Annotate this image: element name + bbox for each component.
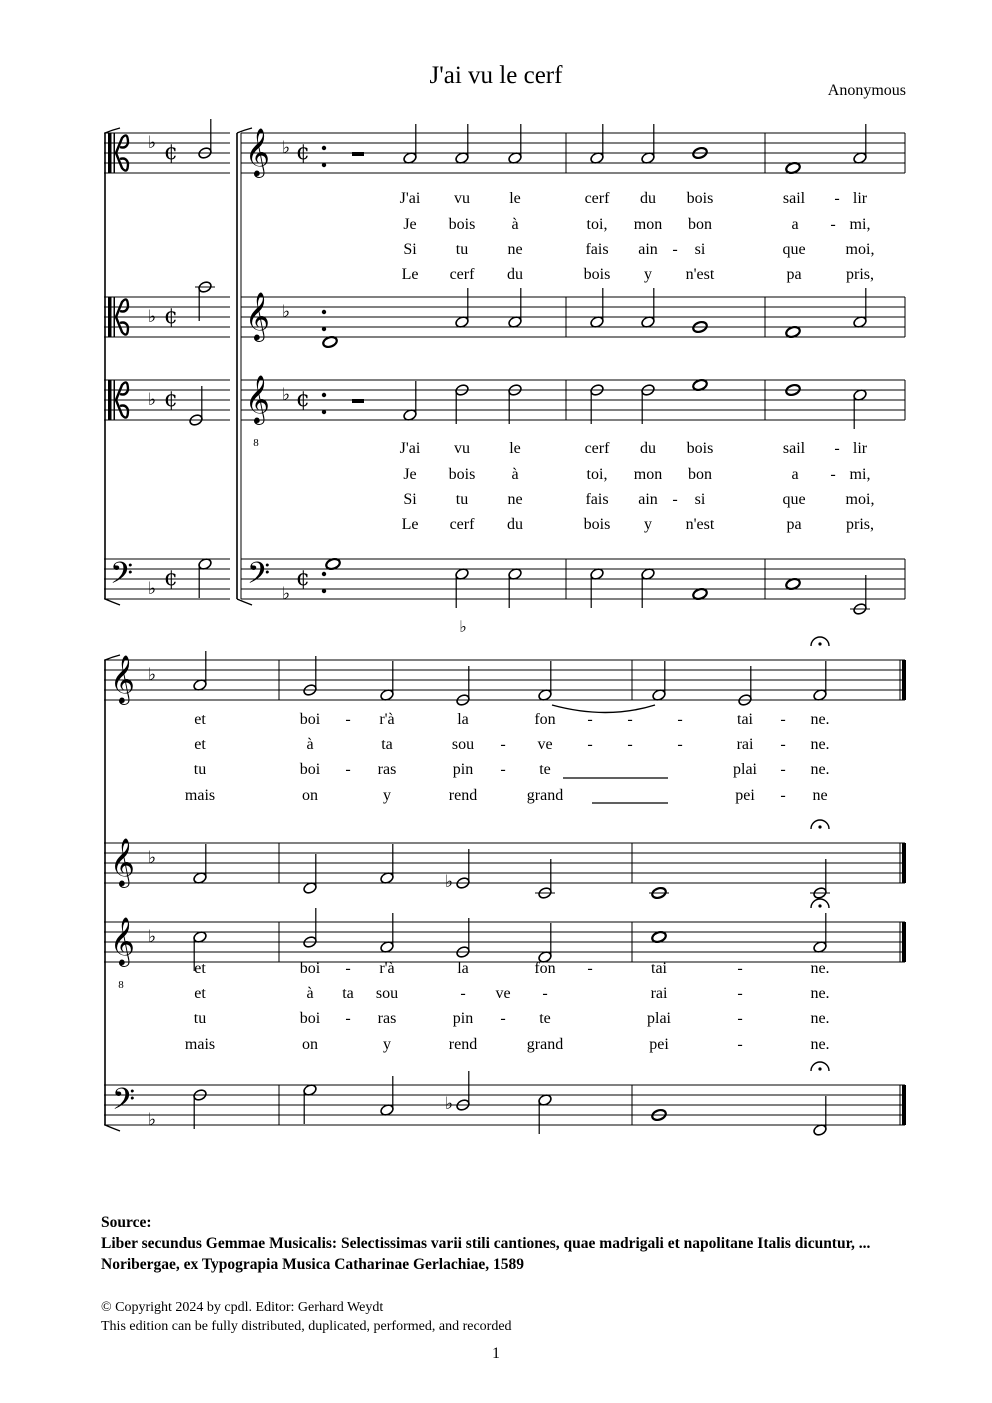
lyric-syllable: y	[644, 516, 652, 533]
bracket-hook	[237, 599, 252, 605]
fermata-dot	[818, 825, 821, 828]
note	[507, 288, 522, 329]
bracket-hook	[105, 599, 120, 605]
lyric-syllable: -	[737, 960, 743, 977]
treble-clef-icon: 𝄞	[245, 374, 270, 423]
lyric-syllable: boi	[299, 711, 321, 728]
half-rest	[352, 152, 364, 156]
lyric-syllable: lir	[852, 190, 868, 207]
lyric-syllable: à	[306, 985, 314, 1002]
note	[379, 1076, 394, 1117]
lyric-syllable: -	[677, 736, 683, 753]
lyric-syllable: fais	[585, 241, 609, 258]
lyric-syllable: on	[302, 787, 318, 804]
key-signature-flat: ♭	[148, 848, 157, 868]
lyric-syllable: cerf	[584, 190, 610, 207]
lyric-syllable: bon	[688, 466, 712, 483]
lyric-syllable: y	[644, 266, 652, 283]
lyric-syllable: -	[672, 241, 678, 258]
lyric-syllable: boi	[299, 1010, 321, 1027]
lyric-syllable: ta	[342, 985, 354, 1002]
lyric-syllable: -	[627, 711, 633, 728]
lyric-syllable: -	[500, 761, 506, 778]
lyric-syllable: J'ai	[399, 190, 421, 207]
lyric-syllable: à	[306, 736, 314, 753]
lyric-syllable: ras	[377, 761, 397, 778]
lyric-syllable: sail	[782, 440, 806, 457]
lyric-syllable: Je	[403, 466, 417, 483]
key-signature-flat: ♭	[148, 390, 157, 410]
note	[402, 381, 417, 422]
lyric-syllable: rend	[448, 787, 478, 804]
source-text: Liber secundus Gemmae Musicalis: Selectissimas varii stili cantiones, quae madrigali et napolitane Italis dicuntur, ... Noribergae, ex Typograpia Musica Catharinae Gerlachiae, 1589	[101, 1235, 871, 1273]
lyric-syllable: et	[194, 960, 206, 977]
note	[737, 666, 752, 707]
lyric-syllable: toi,	[586, 216, 608, 233]
lyric-syllable: -	[737, 985, 743, 1002]
lyric-syllable: fais	[585, 491, 609, 508]
lyric-syllable: plai	[733, 761, 757, 778]
note	[455, 918, 470, 959]
note	[537, 1093, 552, 1134]
lyric-syllable: tai	[737, 711, 753, 728]
lyric-syllable: ne.	[810, 761, 830, 778]
treble-clef-icon: 𝄞	[110, 654, 135, 703]
lyric-syllable: Si	[403, 241, 417, 258]
lyric-syllable: à	[511, 216, 519, 233]
note-dot	[322, 310, 326, 314]
note	[302, 656, 317, 697]
lyric-syllable: du	[507, 266, 523, 283]
lyric-syllable: y	[383, 787, 391, 804]
lyric-syllable: ne.	[810, 1010, 830, 1027]
note-dot	[322, 410, 326, 414]
treble-clef-icon: 𝄞	[110, 916, 135, 965]
lyric-syllable: cerf	[449, 516, 475, 533]
lyric-syllable: Le	[401, 266, 419, 283]
lyric-syllable: -	[587, 711, 593, 728]
lyric-syllable: bois	[686, 190, 714, 207]
lyric-syllable: tu	[193, 1010, 207, 1027]
key-signature-flat: ♭	[282, 138, 291, 158]
c-clef-icon	[114, 133, 116, 173]
lyric-syllable: grand	[526, 1036, 564, 1053]
cut-time-icon: ¢	[164, 566, 178, 591]
lyric-syllable: te	[539, 761, 551, 778]
lyric-syllable: n'est	[685, 516, 715, 533]
lyric-syllable: ras	[377, 1010, 397, 1027]
lyric-syllable: ne.	[810, 711, 830, 728]
lyric-syllable: ne.	[810, 1036, 830, 1053]
lyric-syllable: fon	[534, 711, 556, 728]
key-signature-flat: ♭	[282, 385, 291, 405]
lyric-syllable: vu	[454, 190, 470, 207]
lyric-syllable: et	[194, 736, 206, 753]
octave-mark: 8	[118, 979, 124, 991]
c-clef-icon	[108, 297, 112, 337]
bass-clef-icon: 𝄢	[112, 1083, 136, 1124]
treble-clef-icon: 𝄞	[110, 837, 135, 886]
c-clef-icon	[114, 297, 116, 337]
lyric-syllable: -	[587, 960, 593, 977]
lyric-syllable: si	[694, 241, 706, 258]
note	[811, 899, 829, 954]
lyric-syllable: Si	[403, 491, 417, 508]
c-clef-icon	[108, 133, 112, 173]
lyric-syllable: -	[345, 711, 351, 728]
lyric-syllable: tai	[651, 960, 667, 977]
lyric-syllable: bois	[686, 440, 714, 457]
note	[850, 575, 870, 616]
page-title: J'ai vu le cerf	[429, 62, 563, 89]
note	[454, 124, 469, 165]
copyright-block	[101, 1298, 512, 1336]
lyric-syllable: te	[539, 1010, 551, 1027]
note	[445, 1071, 471, 1114]
bracket-hook	[105, 1125, 120, 1131]
lyric-syllable: ne.	[810, 985, 830, 1002]
lyric-syllable: -	[500, 736, 506, 753]
lyric-syllable: -	[345, 761, 351, 778]
note-dot	[322, 146, 326, 150]
cut-time-icon: ¢	[164, 304, 178, 329]
lyric-syllable: Le	[401, 516, 419, 533]
license-line: This edition can be fully distributed, duplicated, performed, and recorded	[101, 1319, 512, 1334]
lyric-syllable: -	[780, 761, 786, 778]
note	[379, 661, 394, 702]
note	[455, 617, 470, 707]
note	[537, 923, 552, 964]
lyric-syllable: le	[509, 190, 521, 207]
note	[649, 886, 669, 899]
lyric-syllable: tu	[455, 241, 469, 258]
lyric-syllable: -	[677, 711, 683, 728]
final-barline	[902, 1085, 906, 1125]
final-barline	[902, 922, 906, 962]
half-rest	[352, 399, 364, 403]
tie	[552, 705, 655, 713]
lyric-syllable: pei	[735, 787, 755, 804]
lyric-syllable: sou	[451, 736, 475, 753]
lyric-syllable: pin	[452, 761, 474, 778]
lyric-syllable: la	[457, 711, 469, 728]
lyric-syllable: y	[383, 1036, 391, 1053]
cut-time-icon: ¢	[296, 140, 310, 165]
lyric-syllable: ne	[507, 241, 523, 258]
note-dot	[322, 572, 326, 576]
cut-time-icon: ¢	[296, 566, 310, 591]
note	[402, 124, 417, 165]
lyric-syllable: du	[507, 516, 523, 533]
note	[811, 1062, 829, 1137]
lyric-syllable: n'est	[685, 266, 715, 283]
lyric-syllable: bon	[688, 216, 712, 233]
lyric-syllable: pris,	[846, 516, 874, 533]
musica-ficta-flat: ♭	[459, 617, 467, 636]
lyric-syllable: -	[345, 960, 351, 977]
lyric-syllable: mais	[184, 787, 216, 804]
lyric-syllable: ne.	[810, 736, 830, 753]
lyric-syllable: -	[834, 440, 840, 457]
note	[188, 386, 203, 427]
note	[454, 288, 469, 329]
lyric-syllable: sou	[375, 985, 399, 1002]
note-dot	[322, 163, 326, 167]
lyric-syllable: la	[457, 960, 469, 977]
lyric-syllable: toi,	[586, 466, 608, 483]
lyric-syllable: ain	[638, 491, 658, 508]
lyric-syllable: -	[780, 736, 786, 753]
lyric-syllable: vu	[454, 440, 470, 457]
lyric-syllable: mon	[633, 466, 663, 483]
lyric-syllable: mi,	[849, 216, 871, 233]
key-signature-flat: ♭	[148, 133, 157, 153]
key-signature-flat: ♭	[148, 579, 157, 599]
treble-clef-icon: 𝄞	[245, 127, 270, 176]
lyric-syllable: J'ai	[399, 440, 421, 457]
lyric-syllable: Je	[403, 216, 417, 233]
lyric-syllable: ne	[812, 787, 828, 804]
lyric-syllable: pa	[786, 516, 802, 533]
note	[507, 383, 522, 424]
final-barline	[902, 843, 906, 883]
note	[454, 383, 469, 424]
lyric-syllable: bois	[583, 266, 611, 283]
octave-mark: 8	[253, 437, 259, 449]
key-signature-flat: ♭	[148, 1110, 157, 1130]
note-dot	[322, 327, 326, 331]
lyric-syllable: on	[302, 1036, 318, 1053]
lyric-syllable: bois	[448, 466, 476, 483]
lyric-syllable: a	[791, 466, 799, 483]
cut-time-icon: ¢	[164, 140, 178, 165]
note	[302, 854, 317, 895]
lyric-syllable: -	[780, 787, 786, 804]
note	[589, 567, 604, 608]
lyric-syllable: ain	[638, 241, 658, 258]
key-signature-flat: ♭	[282, 584, 291, 604]
lyric-syllable: moi,	[845, 491, 875, 508]
note	[454, 567, 469, 608]
lyric-syllable: -	[672, 491, 678, 508]
lyric-syllable: et	[194, 985, 206, 1002]
lyric-syllable: moi,	[845, 241, 875, 258]
lyric-syllable: du	[640, 440, 656, 457]
note	[507, 567, 522, 608]
lyric-syllable: rai	[650, 985, 668, 1002]
fermata-dot	[818, 1067, 821, 1070]
lyric-syllable: cerf	[584, 440, 610, 457]
note	[195, 280, 215, 321]
lyric-syllable: ne.	[810, 960, 830, 977]
note	[192, 844, 207, 885]
lyric-syllable: -	[737, 1036, 743, 1053]
fermata-dot	[818, 642, 821, 645]
lyric-syllable: pei	[649, 1036, 669, 1053]
bracket-hook	[105, 128, 120, 133]
note	[302, 908, 317, 949]
note	[537, 661, 552, 702]
note	[852, 124, 867, 165]
lyric-syllable: à	[511, 466, 519, 483]
lyric-syllable: que	[782, 241, 806, 258]
cut-time-icon: ¢	[164, 387, 178, 412]
lyric-syllable: -	[627, 736, 633, 753]
lyric-syllable: et	[194, 711, 206, 728]
lyric-syllable: mais	[184, 1036, 216, 1053]
cut-time-icon: ¢	[296, 387, 310, 412]
lyric-syllable: r'à	[379, 711, 395, 728]
lyric-syllable: boi	[299, 960, 321, 977]
key-signature-flat: ♭	[148, 307, 157, 327]
key-signature-flat: ♭	[282, 302, 291, 322]
lyric-syllable: mon	[633, 216, 663, 233]
lyric-syllable: cerf	[449, 266, 475, 283]
note	[640, 567, 655, 608]
note	[197, 557, 212, 598]
note	[302, 1083, 317, 1124]
page-number: 1	[492, 1345, 500, 1362]
key-signature-flat: ♭	[148, 927, 157, 947]
flat-sign: ♭	[444, 1094, 454, 1114]
lyric-syllable: -	[500, 1010, 506, 1027]
lyric-syllable: ve	[495, 985, 511, 1002]
note	[852, 388, 867, 429]
lyric-syllable: mi,	[849, 466, 871, 483]
lyric-syllable: sail	[782, 190, 806, 207]
bass-clef-icon: 𝄢	[247, 557, 271, 598]
flat-sign: ♭	[444, 872, 454, 892]
lyric-syllable: -	[830, 466, 836, 483]
lyric-syllable: bois	[583, 516, 611, 533]
lyric-syllable: ta	[381, 736, 393, 753]
lyric-syllable: bois	[448, 216, 476, 233]
note	[640, 383, 655, 424]
lyric-syllable: ne	[507, 491, 523, 508]
lyric-syllable: -	[830, 216, 836, 233]
lyric-syllable: -	[780, 711, 786, 728]
lyric-syllable: a	[791, 216, 799, 233]
lyric-syllable: r'à	[379, 960, 395, 977]
lyric-syllable: boi	[299, 761, 321, 778]
note	[379, 844, 394, 885]
lyric-syllable: pin	[452, 1010, 474, 1027]
key-signature-flat: ♭	[148, 665, 157, 685]
lyric-syllable: -	[587, 736, 593, 753]
note-dot	[322, 393, 326, 397]
note	[589, 124, 604, 165]
lyric-syllable: pa	[786, 266, 802, 283]
lyric-syllable: lir	[852, 440, 868, 457]
note	[192, 1088, 207, 1129]
lyric-syllable: -	[460, 985, 466, 1002]
lyric-syllable: -	[834, 190, 840, 207]
lyric-syllable: du	[640, 190, 656, 207]
c-clef-icon	[108, 380, 112, 420]
composer: Anonymous	[827, 82, 906, 99]
lyric-syllable: grand	[526, 787, 564, 804]
note	[379, 913, 394, 954]
note	[640, 124, 655, 165]
note	[589, 383, 604, 424]
lyric-syllable: si	[694, 491, 706, 508]
note	[651, 661, 666, 702]
copyright-line: © Copyright 2024 by cpdl. Editor: Gerhard Weydt	[101, 1300, 384, 1315]
lyric-syllable: -	[345, 1010, 351, 1027]
note-dot	[322, 589, 326, 593]
lyric-syllable: ve	[537, 736, 553, 753]
lyric-syllable: fon	[534, 960, 556, 977]
note	[810, 820, 830, 900]
note	[589, 288, 604, 329]
treble-clef-icon: 𝄞	[245, 291, 270, 340]
lyric-syllable: tu	[193, 761, 207, 778]
source-block	[101, 1212, 901, 1275]
lyric-syllable: plai	[647, 1010, 671, 1027]
fermata-dot	[818, 904, 821, 907]
note	[535, 859, 555, 900]
lyric-syllable: pris,	[846, 266, 874, 283]
c-clef-icon	[114, 380, 116, 420]
bass-clef-icon: 𝄢	[110, 557, 134, 598]
lyric-syllable: que	[782, 491, 806, 508]
lyric-syllable: -	[737, 1010, 743, 1027]
lyric-syllable: rend	[448, 1036, 478, 1053]
note	[507, 124, 522, 165]
lyric-syllable: le	[509, 440, 521, 457]
source-label: Source:	[101, 1214, 152, 1231]
lyric-syllable: rai	[736, 736, 754, 753]
note	[445, 849, 471, 892]
note	[197, 119, 212, 160]
note	[852, 288, 867, 329]
lyric-syllable: tu	[455, 491, 469, 508]
lyric-syllable: -	[542, 985, 548, 1002]
note	[640, 288, 655, 329]
final-barline	[902, 660, 906, 700]
note	[811, 637, 829, 702]
note	[192, 651, 207, 692]
